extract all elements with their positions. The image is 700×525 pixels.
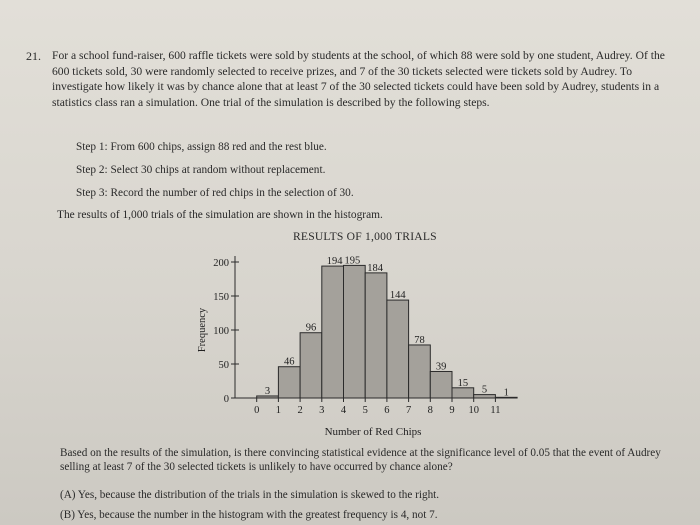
bar-value-label: 184 [367, 262, 383, 274]
y-tick-label: 0 [223, 394, 229, 405]
y-tick-label: 200 [213, 258, 229, 269]
histogram-bar [300, 333, 322, 398]
x-tick-label: 7 [405, 405, 412, 416]
y-axis-label: Frequency [197, 307, 208, 353]
question-number: 21. [26, 49, 41, 63]
x-tick-label: 4 [340, 405, 347, 416]
histogram-bar [430, 371, 452, 398]
chart-title: RESULTS OF 1,000 TRIALS [293, 230, 437, 243]
x-tick-label: 1 [275, 405, 282, 416]
histogram-bar [322, 266, 344, 398]
bar-value-label: 39 [435, 361, 447, 373]
x-tick-label: 6 [384, 405, 390, 416]
bar-value-label: 46 [284, 356, 295, 368]
step-2: Step 2: Select 30 chips at random without replacement. [76, 164, 326, 176]
bar-value-label: 1 [503, 387, 509, 399]
option-a: (A) Yes, because the distribution of the trials in the simulation is skewed to the right. [60, 489, 440, 501]
question-stem: For a school fund-raiser, 600 raffle tickets were sold by students at the school, of which 88 were sold by one student, Audrey. Of the 600 tickets sold, 30 were randomly selected to receive prizes, and 7 of the 30 tickets selected were tickets sold by Audrey. To investigate how likely it was by chance alone that at least 7 of the 30 selected tickets could have been sold by Audrey, students in a statistics class ran a simulation. One trial of the simulation is described by the following steps. [52, 49, 665, 109]
bar-value-label: 96 [305, 322, 317, 334]
bar-value-label: 78 [414, 334, 425, 346]
x-axis-label: Number of Red Chips [324, 426, 422, 438]
histogram-bar [365, 273, 387, 398]
histogram-bar [344, 265, 366, 398]
step-1: Step 1: From 600 chips, assign 88 red and the rest blue. [76, 141, 327, 153]
histogram-bar [409, 345, 431, 398]
y-tick-label: 50 [218, 360, 229, 371]
x-tick-label: 2 [297, 405, 303, 416]
x-tick-label: 10 [468, 405, 479, 416]
bar-value-label: 3 [264, 385, 271, 397]
x-tick-label: 0 [254, 405, 260, 416]
x-tick-label: 3 [319, 405, 325, 416]
option-b: (B) Yes, because the number in the histogram with the greatest frequency is 4, not 7. [60, 509, 438, 521]
y-tick-label: 100 [213, 326, 229, 337]
histogram-bar [278, 367, 300, 398]
results-sentence: The results of 1,000 trials of the simulation are shown in the histogram. [57, 209, 383, 221]
question-prompt: Based on the results of the simulation, is there convincing statistical evidence at the significance level of 0.05 that the event of Audrey selling at least 7 of the 30 selected tickets is unlikely to have occurred by chance alone? [60, 447, 661, 473]
bar-value-label: 15 [457, 377, 469, 389]
bar-value-label: 195 [344, 255, 361, 267]
histogram-bar [452, 388, 474, 398]
bar-value-label: 144 [389, 290, 406, 302]
step-3: Step 3: Record the number of red chips in the selection of 30. [76, 187, 354, 199]
x-tick-label: 8 [427, 405, 433, 416]
x-tick-label: 9 [449, 405, 455, 416]
bar-value-label: 5 [481, 384, 488, 396]
y-tick-label: 150 [213, 292, 229, 303]
x-tick-label: 5 [362, 405, 368, 416]
histogram-bar [387, 300, 409, 398]
x-tick-label: 11 [490, 405, 501, 416]
bar-value-label: 194 [326, 256, 343, 268]
